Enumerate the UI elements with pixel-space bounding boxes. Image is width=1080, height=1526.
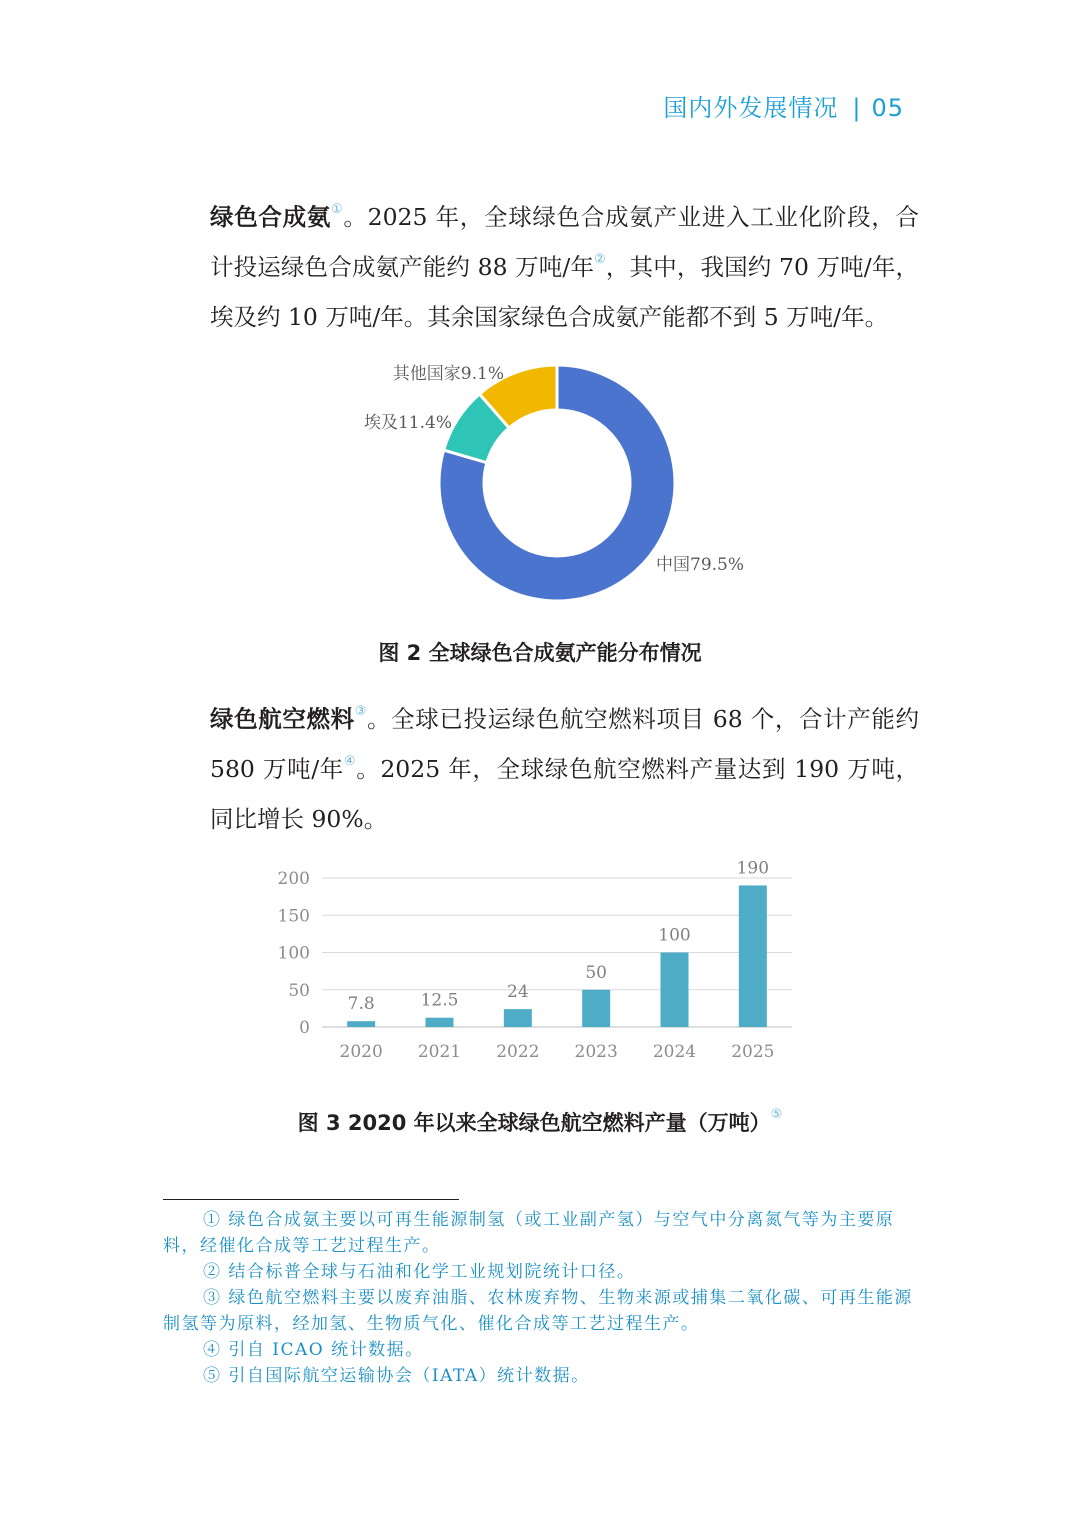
- bar: [582, 990, 610, 1027]
- saf-text-2: 。2025 年，全球绿色航空燃料产量达到 190 万吨，同比增长 90%。: [210, 755, 919, 833]
- donut-slice-label: 其他国家9.1%: [392, 364, 504, 384]
- saf-text-1: 。全球已投运绿色航空燃料项目 68 个，合计产能约 580 万吨/年: [210, 705, 920, 783]
- bar-value-label: 50: [585, 962, 607, 983]
- y-tick-label: 150: [277, 906, 310, 927]
- footnote-ref-5[interactable]: ⑤: [770, 1107, 783, 1122]
- footnote-ref-4[interactable]: ④: [343, 754, 357, 769]
- x-tick-label: 2024: [652, 1042, 697, 1062]
- bar: [347, 1021, 375, 1027]
- bar-value-label: 7.8: [347, 994, 375, 1015]
- figure3-caption: [0, 1107, 1080, 1137]
- ammonia-text-2: ，其中，我国约 70 万吨/年，埃及约 10 万吨/年。其余国家绿色合成氨产能都不到 5 万吨/年。: [210, 253, 919, 331]
- ammonia-text-1: 。2025 年，全球绿色合成氨产业进入工业化阶段，合计投运绿色合成氨产能约 88 万吨/年: [210, 203, 920, 281]
- footnote-ref-1[interactable]: ①: [331, 202, 344, 217]
- footnote-ref-2[interactable]: ②: [594, 252, 606, 267]
- bar-value-label: 12.5: [420, 990, 459, 1011]
- bar: [661, 953, 689, 1028]
- ammonia-paragraph: [163, 192, 919, 342]
- bar-value-label: 24: [507, 982, 529, 1003]
- footnote-3: ③ 绿色航空燃料主要以废弃油脂、农林废弃物、生物来源或捕集二氧化碳、可再生能源制氢等为原料，经加氢、生物质气化、催化合成等工艺过程生产。: [163, 1288, 913, 1334]
- y-tick-label: 100: [277, 943, 310, 964]
- page-number: 05: [871, 94, 904, 122]
- ammonia-capacity-donut-chart: [0, 350, 1080, 620]
- saf-production-bar-chart: [0, 850, 1080, 1070]
- x-tick-label: 2025: [731, 1042, 775, 1062]
- x-tick-label: 2020: [339, 1042, 383, 1062]
- bar: [426, 1018, 454, 1027]
- footnotes: [163, 1207, 919, 1389]
- footnote-divider: [163, 1199, 459, 1200]
- y-tick-label: 200: [277, 869, 310, 889]
- x-tick-label: 2022: [496, 1042, 540, 1062]
- x-tick-label: 2023: [574, 1042, 618, 1062]
- footnote-4: ④ 引自 ICAO 统计数据。: [203, 1340, 424, 1360]
- figure2-caption: 图 2 全球绿色合成氨产能分布情况: [378, 641, 702, 665]
- donut-slice-label: 中国79.5%: [656, 555, 745, 575]
- bar: [739, 885, 767, 1027]
- figure3-caption-text: 图 3 2020 年以来全球绿色航空燃料产量（万吨）: [297, 1111, 771, 1135]
- bar: [504, 1009, 532, 1027]
- footnote-2: ② 结合标普全球与石油和化学工业规划院统计口径。: [203, 1262, 636, 1282]
- section-title: 国内外发展情况: [663, 94, 839, 122]
- footnote-1: ① 绿色合成氨主要以可再生能源制氢（或工业副产氢）与空气中分离氮气等为主要原料，经催化合成等工艺过程生产。: [163, 1210, 895, 1256]
- bar-value-label: 190: [736, 858, 770, 879]
- bar-value-label: 100: [658, 925, 691, 946]
- y-tick-label: 50: [288, 980, 310, 1001]
- x-tick-label: 2021: [417, 1042, 462, 1062]
- header-separator: |: [852, 94, 862, 122]
- saf-paragraph: [163, 694, 919, 844]
- ammonia-lead: 绿色合成氨: [210, 203, 332, 231]
- y-tick-label: 0: [299, 1018, 310, 1038]
- saf-lead: 绿色航空燃料: [210, 705, 355, 733]
- footnote-5: ⑤ 引自国际航空运输协会（IATA）统计数据。: [203, 1366, 590, 1386]
- page-header: [663, 88, 904, 123]
- footnote-ref-3[interactable]: ③: [354, 704, 368, 719]
- donut-slice-label: 埃及11.4%: [363, 413, 452, 433]
